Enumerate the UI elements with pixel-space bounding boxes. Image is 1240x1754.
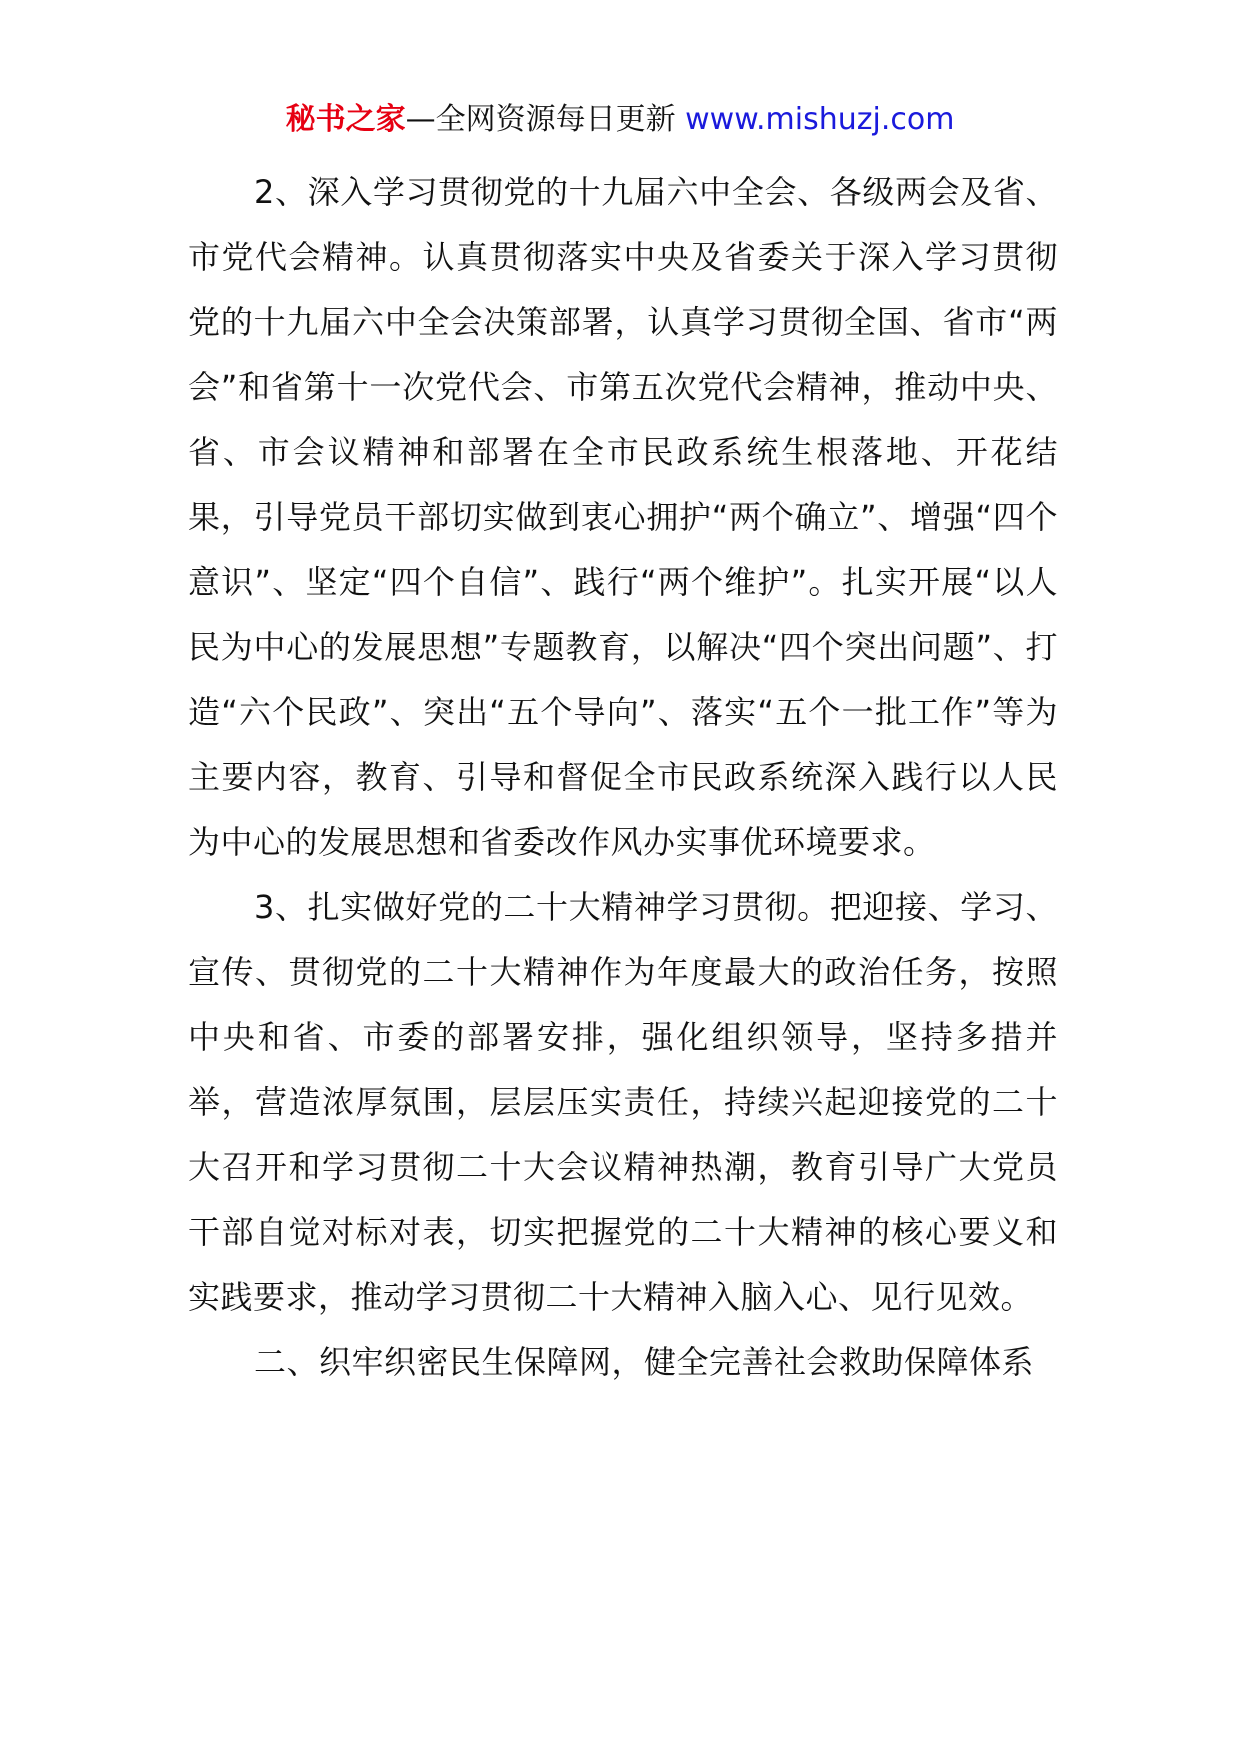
- section-heading: 二、织牢织密民生保障网，健全完善社会救助保障体系: [254, 1343, 1035, 1381]
- site-header: [0, 98, 1240, 142]
- site-tagline: —全网资源每日更新: [405, 102, 676, 137]
- site-url-link[interactable]: www.mishuzj.com: [685, 102, 955, 137]
- document-body: [188, 160, 1058, 1395]
- paragraph-item-3: 3、扎实做好党的二十大精神学习贯彻。把迎接、学习、宣传、贯彻党的二十大精神作为年度最大的政治任务，按照中央和省、市委的部署安排，强化组织领导，坚持多措并举，营造浓厚氛围，层层压实责任，持续兴起迎接党的二十大召开和学习贯彻二十大会议精神热潮，教育引导广大党员干部自觉对标对表，切实把握党的二十大精神的核心要义和实践要求，推动学习贯彻二十大精神入脑入心、见行见效。: [188, 888, 1058, 1316]
- paragraph-item-2: 2、深入学习贯彻党的十九届六中全会、各级两会及省、市党代会精神。认真贯彻落实中央及省委关于深入学习贯彻党的十九届六中全会决策部署，认真学习贯彻全国、省市“两会”和省第十一次党代会、市第五次党代会精神，推动中央、省、市会议精神和部署在全市民政系统生根落地、开花结果，引导党员干部切实做到衷心拥护“两个确立”、增强“四个意识”、坚定“四个自信”、践行“两个维护”。扎实开展“以人民为中心的发展思想”专题教育，以解决“四个突出问题”、打造“六个民政”、突出“五个导向”、落实“五个一批工作”等为主要内容，教育、引导和督促全市民政系统深入践行以人民为中心的发展思想和省委改作风办实事优环境要求。: [188, 173, 1058, 861]
- site-name: 秘书之家: [285, 102, 406, 137]
